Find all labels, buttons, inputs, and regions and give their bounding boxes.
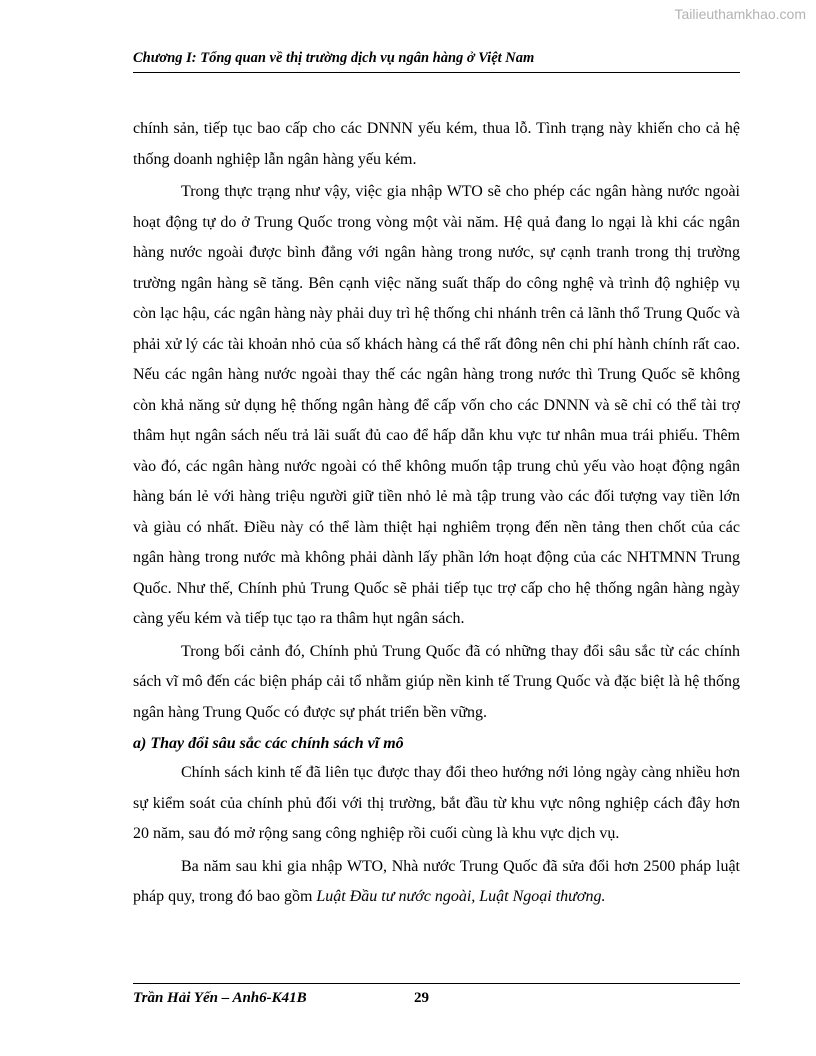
paragraph-5 [133, 852, 740, 913]
paragraph-4: Chính sách kinh tế đã liên tục được thay đổi theo hướng nới lỏng ngày càng nhiều hơn sự kiểm soát của chính phủ đối với thị trường, bắt đầu từ khu vực nông nghiệp cách đây hơn 20 năm, sau đó mở rộng sang công nghiệp rồi cuối cùng là khu vực dịch vụ. [133, 764, 740, 842]
watermark: Tailieuthamkhao.com [674, 6, 806, 22]
footer-divider [133, 983, 740, 984]
footer-author: Trần Hải Yến – Anh6-K41B [133, 990, 307, 1006]
paragraph-5-text: Ba năm sau khi gia nhập WTO, Nhà nước Trung Quốc đã sửa đổi hơn 2500 pháp luật pháp quy, trong đó bao gồm [133, 857, 740, 905]
section-heading-a: a) Thay đổi sâu sắc các chính sách vĩ mô [133, 735, 404, 752]
paragraph-5-italic-law-names: Luật Đầu tư nước ngoài, Luật Ngoại thương. [316, 888, 606, 905]
paragraph-1: chính sản, tiếp tục bao cấp cho các DNNN yếu kém, thua lỗ. Tình trạng này khiến cho cả hệ thống doanh nghiệp lẫn ngân hàng yếu kém. [133, 120, 740, 168]
header-divider [133, 72, 740, 73]
paragraph-3: Trong bối cảnh đó, Chính phủ Trung Quốc đã có những thay đổi sâu sắc từ các chính sách vĩ mô đến các biện pháp cải tổ nhằm giúp nền kinh tế Trung Quốc và đặc biệt là hệ thống ngân hàng Trung Quốc có được sự phát triển bền vững. [133, 642, 740, 721]
page-header-title: Chương I: Tổng quan về thị trường dịch vụ ngân hàng ở Việt Nam [133, 50, 535, 66]
paragraph-2: Trong thực trạng như vậy, việc gia nhập WTO sẽ cho phép các ngân hàng nước ngoài hoạt động tự do ở Trung Quốc trong vòng một vài năm. Hệ quả đang lo ngại là khi các ngân hàng nước ngoài được bình đẳng với ngân hàng trong nước, sự cạnh tranh trong thị trường trường ngân hàng sẽ tăng. Bên cạnh việc năng suất thấp do công nghệ và trình độ nghiệp vụ còn lạc hậu, các ngân hàng này phải duy trì hệ thống chi nhánh trên cả lãnh thổ Trung Quốc và phải xử lý các tài khoản nhỏ của số khách hàng cá thể rất đông nên chi phí hành chính rất cao. Nếu các ngân hàng nước ngoài thay thế các ngân hàng trong nước thì Trung Quốc sẽ không còn khả năng sử dụng hệ thống ngân hàng để cấp vốn cho các DNNN và sẽ chỉ có thể tài trợ thâm hụt ngân sách nếu trả lãi suất đủ cao để hấp dẫn khu vực tư nhân mua trái phiếu. Thêm vào đó, các ngân hàng nước ngoài có thể không muốn tập trung chủ yếu vào hoạt động ngân hàng bán lẻ với hàng triệu người giữ tiền nhỏ lẻ mà tập trung vào các đối tượng vay tiền lớn và giàu có nhất. Điều này có thể làm thiệt hại nghiêm trọng đến nền tảng then chốt của các ngân hàng trong nước mà không phải dành lấy phần lớn hoạt động của các NHTMNN Trung Quốc. Như thế, Chính phủ Trung Quốc sẽ phải tiếp tục trợ cấp cho hệ thống ngân hàng ngày càng yếu kém và tiếp tục tạo ra thâm hụt ngân sách. [133, 183, 740, 627]
page-number: 29 [414, 990, 429, 1006]
document-body [133, 114, 740, 915]
